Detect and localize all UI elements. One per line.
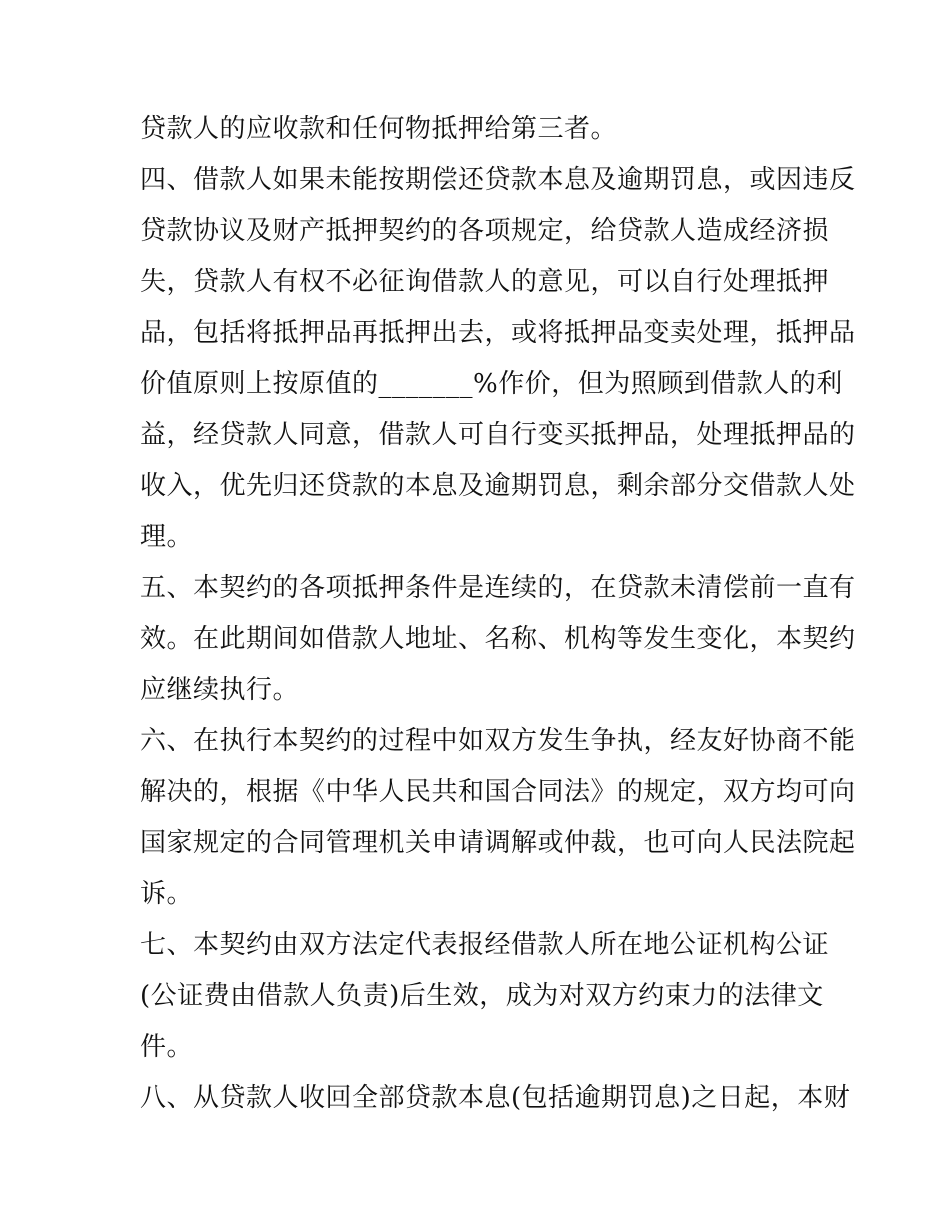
text-line: 解决的，根据《中华人民共和国合同法》的规定，双方均可向	[140, 777, 856, 807]
text-line: 国家规定的合同管理机关申请调解或仲裁，也可向人民法院起	[140, 828, 856, 858]
text-line: 失，贷款人有权不必征询借款人的意见，可以自行处理抵押	[140, 267, 830, 297]
text-line: 理。	[140, 522, 194, 552]
text-line: 贷款协议及财产抵押契约的各项规定，给贷款人造成经济损	[140, 216, 830, 246]
text-line: 效。在此期间如借款人地址、名称、机构等发生变化，本契约	[140, 624, 856, 654]
text-line: 贷款人的应收款和任何物抵押给第三者。	[140, 114, 618, 144]
text-line: 诉。	[140, 879, 194, 909]
text-line: 件。	[140, 1032, 194, 1062]
text-line: 品，包括将抵押品再抵押出去，或将抵押品变卖处理，抵押品	[140, 318, 856, 348]
text-line: 四、借款人如果未能按期偿还贷款本息及逾期罚息，或因违反	[140, 165, 856, 195]
contract-text	[140, 104, 856, 1124]
text-line: 六、在执行本契约的过程中如双方发生争执，经友好协商不能	[140, 726, 856, 756]
text-line: 价值原则上按原值的_______%作价，但为照顾到借款人的利	[140, 369, 843, 399]
text-line: 五、本契约的各项抵押条件是连续的，在贷款未清偿前一直有	[140, 573, 856, 603]
text-line: 八、从贷款人收回全部贷款本息(包括逾期罚息)之日起，本财	[140, 1083, 851, 1113]
text-line: 益，经贷款人同意，借款人可自行变买抵押品，处理抵押品的	[140, 420, 856, 450]
text-line: 应继续执行。	[140, 675, 300, 705]
text-line: 收入，优先归还贷款的本息及逾期罚息，剩余部分交借款人处	[140, 471, 856, 501]
text-line: 七、本契约由双方法定代表报经借款人所在地公证机构公证	[140, 930, 830, 960]
text-line: (公证费由借款人负责)后生效，成为对双方约束力的法律文	[140, 981, 824, 1011]
